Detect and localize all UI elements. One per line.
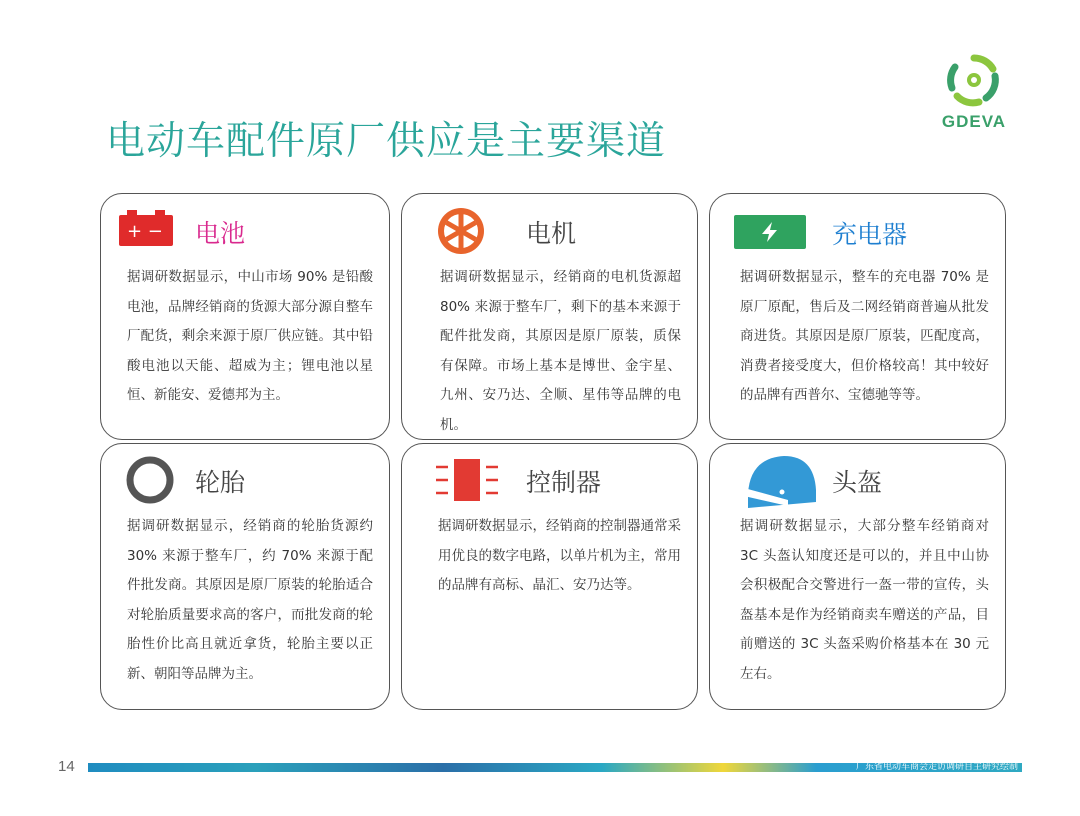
card-title-tire: 轮胎 [195, 468, 246, 497]
card-title-charger: 充电器 [832, 220, 908, 249]
battery-icon-label: + − [127, 221, 163, 242]
card-text-charger: 据调研数据显示，整车的充电器 70% 是原厂原配，售后及二网经销商普遍从批发商进货。其原因是原厂原装，匹配度高，消费者接受度大，但价格较高！其中较好的品牌有西普尔、宝德驰等等。 [740, 269, 989, 403]
card-text-tire: 据调研数据显示，经销商的轮胎货源约 30% 来源于整车厂，约 70% 来源于配件批发商。其原因是原厂原装的轮胎适合对轮胎质量要求高的客户，而批发商的轮胎性价比高且就近拿货，轮胎主要以正新、朝阳等品牌为主。 [127, 518, 373, 682]
controller-icon [434, 459, 500, 505]
battery-icon [119, 210, 173, 250]
card-helmet [709, 443, 1006, 710]
charger-icon [734, 215, 806, 253]
motor-icon [436, 206, 486, 260]
card-text-helmet: 据调研数据显示，大部分整车经销商对 3C 头盔认知度还是可以的，并且中山协会积极配合交警进行一盔一带的宣传，头盔基本是作为经销商卖车赠送的产品，目前赠送的 3C 头盔采购价格基本在 30 元左右。 [740, 518, 989, 682]
card-tire [100, 443, 390, 710]
card-text-battery: 据调研数据显示，中山市场 90% 是铅酸电池，品牌经销商的货源大部分源自整车厂配货，剩余来源于原厂供应链。其中铅酸电池以天能、超威为主；锂电池以星恒、新能安、爱德邦为主。 [127, 269, 373, 403]
logo-text: GDEVA [941, 112, 1007, 131]
card-controller [401, 443, 698, 710]
card-text-controller: 据调研数据显示，经销商的控制器通常采用优良的数字电路，以单片机为主，常用的品牌有高标、晶汇、安乃达等。 [438, 518, 681, 593]
card-motor [401, 193, 698, 440]
card-charger [709, 193, 1006, 440]
page-number: 14 [58, 758, 75, 775]
card-battery [100, 193, 390, 440]
footer-text: 广东省电动车商会走访调研自主研究绘制 [855, 762, 1018, 772]
card-title-battery: 电池 [195, 219, 246, 248]
page-title: 电动车配件原厂供应是主要渠道 [106, 119, 667, 164]
card-text-motor: 据调研数据显示，经销商的电机货源超 80% 来源于整车厂，剩下的基本来源于配件批发商，其原因是原厂原装，质保有保障。市场上基本是博世、金宇星、九州、安乃达、全顺、星伟等品牌的电机。 [440, 269, 681, 433]
helmet-icon [744, 454, 816, 512]
tire-icon [125, 455, 175, 509]
logo-emblem-icon [946, 52, 1002, 108]
card-title-helmet: 头盔 [832, 468, 883, 497]
gdeva-logo [934, 52, 1014, 132]
card-title-controller: 控制器 [526, 468, 602, 497]
card-title-motor: 电机 [526, 219, 577, 248]
